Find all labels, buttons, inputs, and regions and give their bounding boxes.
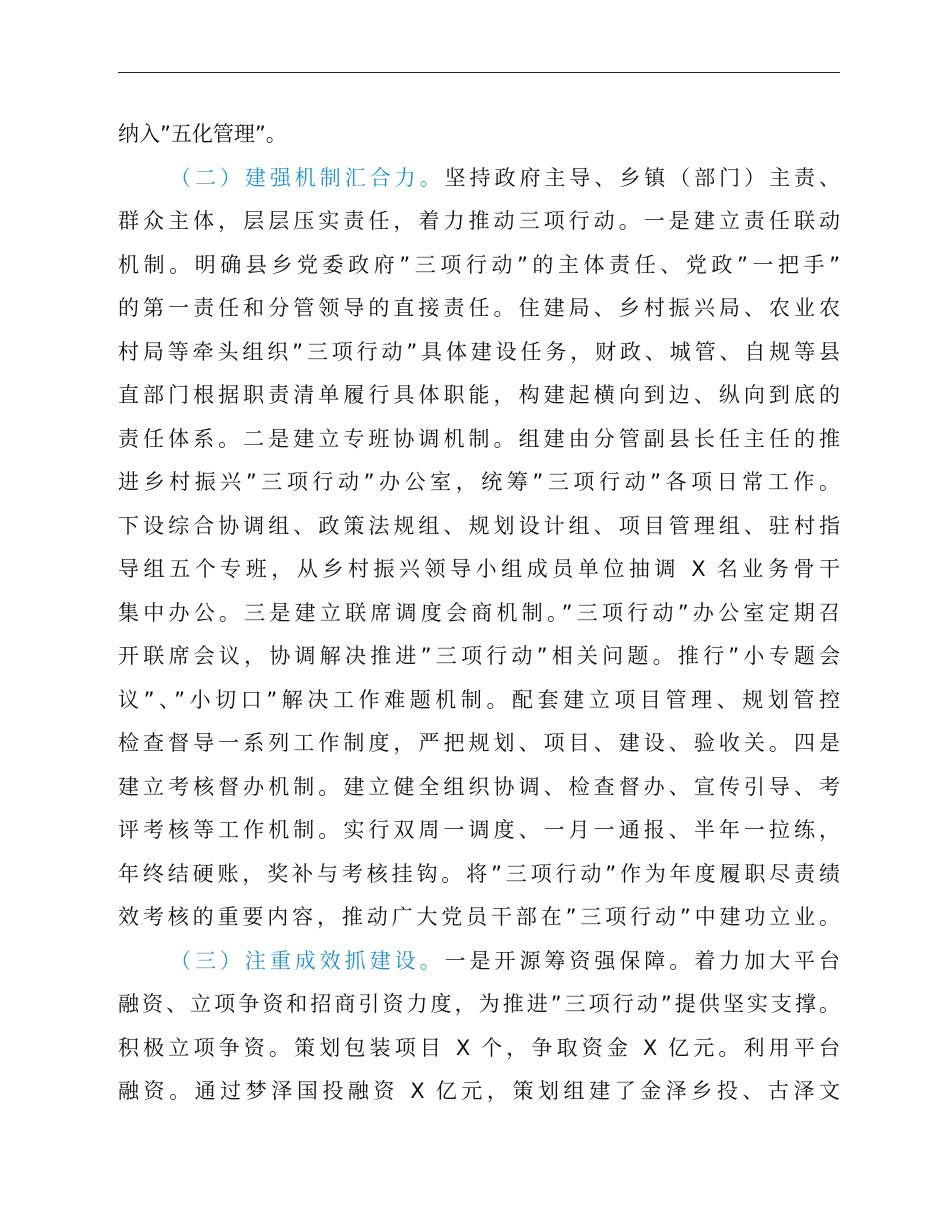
text-line [118, 244, 840, 288]
text-line [118, 461, 840, 505]
text-segment: 效考核的重要内容，推动广大党员干部在”三项行动”中建功立业。 [118, 905, 840, 929]
text-segment: 群众主体，层层压实责任，着力推动三项行动。一是建立责任联动 [118, 209, 840, 233]
text-segment: 直部门根据职责清单履行具体职能，构建起横向到边、纵向到底的 [118, 383, 840, 407]
text-segment: 检查督导一系列工作制度，严把规划、项目、建设、验收关。四是 [118, 731, 840, 755]
text-line [118, 548, 840, 592]
text-line [118, 200, 840, 244]
text-line [118, 853, 840, 897]
text-line [118, 374, 840, 418]
body-text [118, 113, 840, 1114]
text-segment: 进乡村振兴”三项行动”办公室，统筹”三项行动”各项日常工作。 [118, 470, 840, 494]
text-line [118, 1070, 840, 1114]
text-segment: 评考核等工作机制。实行双周一调度、一月一通报、半年一拉练， [118, 818, 840, 842]
section-heading-3: （三）注重成效抓建设。 [170, 948, 445, 973]
text-segment: 融资。通过梦泽国投融资 X 亿元，策划组建了金泽乡投、古泽文 [118, 1079, 840, 1103]
text-line [118, 983, 840, 1027]
text-segment: 导组五个专班，从乡村振兴领导小组成员单位抽调 X 名业务骨干 [118, 557, 840, 581]
text-segment: 一是开源筹资强保障。着力加大平台 [444, 948, 840, 973]
text-segment: 积极立项争资。策划包装项目 X 个，争取资金 X 亿元。利用平台 [118, 1035, 840, 1060]
text-segment: 下设综合协调组、政策法规组、规划设计组、项目管理组、驻村指 [118, 513, 840, 538]
text-line [118, 635, 840, 679]
text-segment: 村局等牵头组织”三项行动”具体建设任务，财政、城管、自规等县 [118, 339, 840, 364]
text-segment: 责任体系。二是建立专班协调机制。组建由分管副县长任主任的推 [118, 426, 840, 451]
text-segment: 坚持政府主导、乡镇（部门）主责、 [444, 165, 840, 190]
text-line [118, 940, 840, 984]
text-line [118, 896, 840, 940]
text-line [118, 809, 840, 853]
text-segment: 开联席会议，协调解决推进”三项行动”相关问题。推行”小专题会 [118, 644, 840, 668]
text-segment: 议”、”小切口”解决工作难题机制。配套建立项目管理、规划管控 [118, 687, 840, 712]
text-line [118, 505, 840, 549]
text-line [118, 331, 840, 375]
header-rule [118, 72, 840, 73]
text-line [118, 722, 840, 766]
section-heading-2: （二）建强机制汇合力。 [170, 165, 445, 190]
text-line [118, 1027, 840, 1071]
text-segment: 机制。明确县乡党委政府”三项行动”的主体责任、党政”一把手” [118, 252, 840, 277]
text-segment: 融资、立项争资和招商引资力度，为推进”三项行动”提供坚实支撑。 [118, 992, 840, 1016]
text-line [118, 287, 840, 331]
text-segment: 纳入”五化管理”。 [118, 122, 287, 146]
text-line [118, 113, 840, 157]
text-segment: 年终结硬账，奖补与考核挂钩。将”三项行动”作为年度履职尽责绩 [118, 861, 840, 886]
text-line [118, 766, 840, 810]
text-segment: 的第一责任和分管领导的直接责任。住建局、乡村振兴局、农业农 [118, 296, 840, 320]
text-line [118, 679, 840, 723]
text-line [118, 592, 840, 636]
text-line [118, 157, 840, 201]
text-line [118, 418, 840, 462]
text-segment: 建立考核督办机制。建立健全组织协调、检查督办、宣传引导、考 [118, 774, 840, 799]
text-segment: 集中办公。三是建立联席调度会商机制。”三项行动”办公室定期召 [118, 600, 840, 625]
